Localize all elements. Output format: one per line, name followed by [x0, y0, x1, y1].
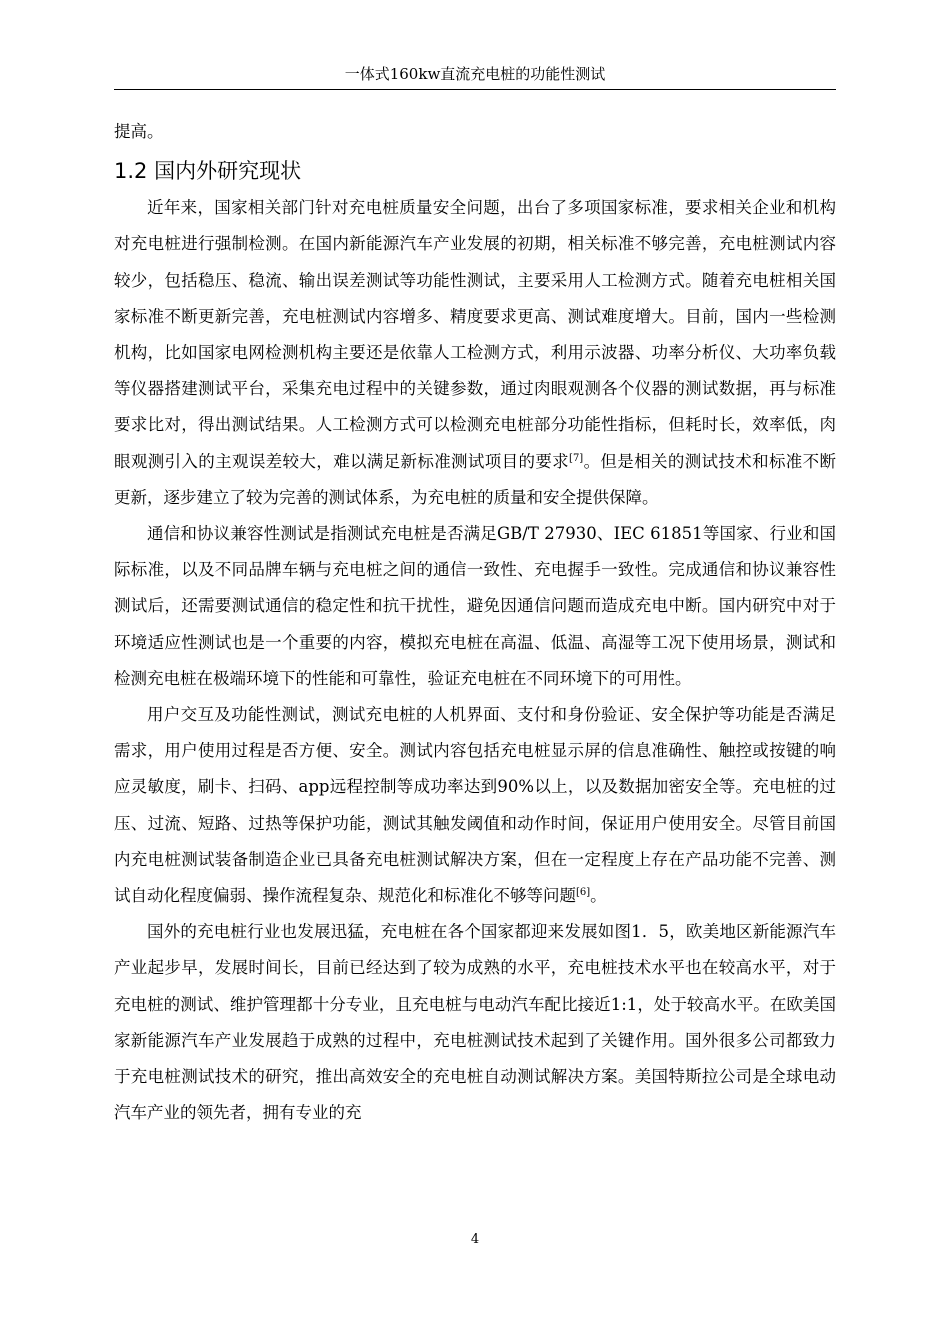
paragraph-1: [114, 190, 836, 516]
carryover-paragraph: 提高。: [114, 122, 164, 141]
citation-6: [6]: [576, 887, 591, 899]
paragraph-3-text: 用户交互及功能性测试，测试充电桩的人机界面、支付和身份验证、安全保护等功能是否满足需求，用户使用过程是否方便、安全。测试内容包括充电桩显示屏的信息准确性、触控或按键的响应灵敏度，刷卡、扫码、app远程控制等成功率达到90%以上，以及数据加密安全等。充电桩的过压、过流、短路、过热等保护功能，测试其触发阈值和动作时间，保证用户使用安全。尽管目前国内充电桩测试装备制造企业已具备充电桩测试解决方案，但在一定程度上存在产品功能不完善、测试自动化程度偏弱、操作流程复杂、规范化和标准化不够等问题: [114, 705, 836, 906]
section-title: 国内外研究现状: [154, 159, 302, 184]
header-rule: [114, 89, 836, 90]
running-header: 一体式160kw直流充电桩的功能性测试: [344, 65, 606, 83]
paragraph-2: [114, 516, 836, 697]
section-number: 1.2: [114, 159, 148, 184]
paragraph-4: [114, 914, 836, 1131]
page-number: 4: [470, 1232, 480, 1247]
paragraph-1-text-cont: 。但是相关的测试技术和标准不断更新，逐步建立了较为完善的测试体系，为充电桩的质量和安全提供保障。: [114, 451, 837, 507]
paragraph-4-text: 国外的充电桩行业也发展迅猛，充电桩在各个国家都迎来发展如图1．5，欧美地区新能源汽车产业起步早，发展时间长，目前已经达到了较为成熟的水平，充电桩技术水平也在较高水平，对于充电桩的测试、维护管理都十分专业，且充电桩与电动汽车配比接近1:1，处于较高水平。在欧美国家新能源汽车产业发展趋于成熟的过程中，充电桩测试技术起到了关键作用。国外很多公司都致力于充电桩测试技术的研究，推出高效安全的充电桩自动测试解决方案。美国特斯拉公司是全球电动汽车产业的领先者，拥有专业的充: [114, 922, 836, 1123]
paragraph-3: [114, 697, 836, 914]
body-text: [114, 114, 836, 1131]
paragraph-1-text: 近年来，国家相关部门针对充电桩质量安全问题，出台了多项国家标准，要求相关企业和机构对充电桩进行强制检测。在国内新能源汽车产业发展的初期，相关标准不够完善，充电桩测试内容较少，包括稳压、稳流、输出误差测试等功能性测试，主要采用人工检测方式。随着充电桩相关国家标准不断更新完善，充电桩测试内容增多、精度要求更高、测试难度增大。目前，国内一些检测机构，比如国家电网检测机构主要还是依靠人工检测方式，利用示波器、功率分析仪、大功率负载等仪器搭建测试平台，采集充电过程中的关键参数，通过肉眼观测各个仪器的测试数据，再与标准要求比对，得出测试结果。人工检测方式可以检测充电桩部分功能性指标，但耗时长，效率低，肉眼观测引入的主观误差较大，难以满足新标准测试项目的要求: [114, 198, 836, 471]
paragraph-3-text-cont: 。: [590, 886, 607, 906]
section-heading: [114, 152, 836, 190]
citation-7: [7]: [569, 452, 584, 464]
paragraph-2-text: 通信和协议兼容性测试是指测试充电桩是否满足GB/T 27930、IEC 61851等国家、行业和国际标准，以及不同品牌车辆与充电桩之间的通信一致性、充电握手一致性。完成通信和协议兼容性测试后，还需要测试通信的稳定性和抗干扰性，避免因通信问题而造成充电中断。国内研究中对于环境适应性测试也是一个重要的内容，模拟充电桩在高温、低温、高湿等工况下使用场景，测试和检测充电桩在极端环境下的性能和可靠性，验证充电桩在不同环境下的可用性。: [114, 524, 836, 688]
